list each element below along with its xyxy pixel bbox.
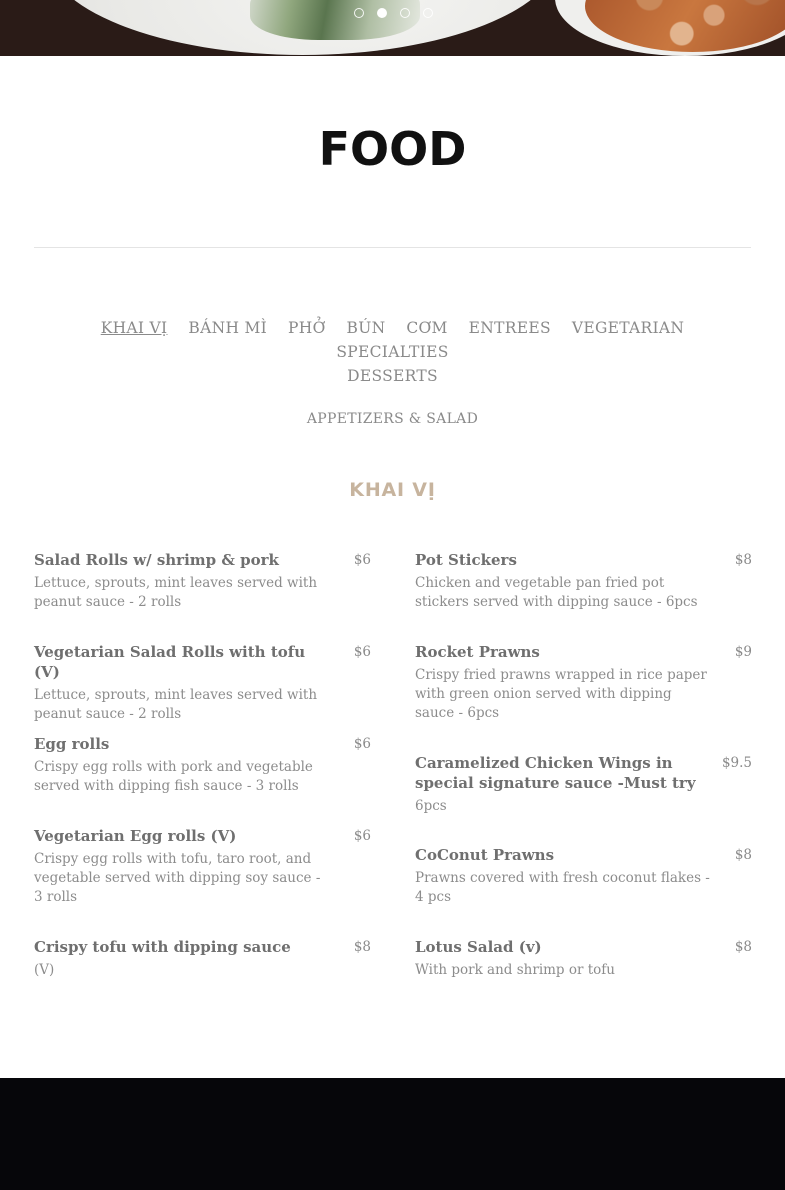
section-subtitle: APPETIZERS & SALAD bbox=[306, 411, 479, 427]
menu-item-price: $8 bbox=[734, 847, 752, 863]
slider-dot-2[interactable] bbox=[377, 8, 387, 18]
menu-item-description: Lettuce, sprouts, mint leaves served with peanut sauce - 2 rolls bbox=[34, 575, 318, 610]
slider-dot-1[interactable] bbox=[354, 8, 364, 18]
nav-item-specialties[interactable]: SPECIALTIES bbox=[336, 343, 449, 361]
slider-dot-4[interactable] bbox=[423, 8, 433, 18]
menu-item-name: Crispy tofu with dipping sauce bbox=[34, 938, 291, 956]
nav-item-entrees[interactable]: ENTREES bbox=[468, 319, 551, 337]
menu-item-description: (V) bbox=[34, 962, 55, 978]
menu-item-price: $8 bbox=[734, 939, 752, 955]
menu-item bbox=[34, 734, 371, 826]
menu-item-description: Crispy egg rolls with tofu, taro root, and vegetable served with dipping soy sauce - 3 rolls bbox=[34, 851, 321, 905]
menu-item-description: Crispy fried prawns wrapped in rice paper with green onion served with dipping sauce - 6pcs bbox=[415, 667, 707, 721]
divider bbox=[34, 247, 751, 248]
menu-item-name: Lotus Salad (v) bbox=[415, 938, 542, 956]
section-title: KHAI VỊ bbox=[349, 479, 436, 501]
menu-item-name: Rocket Prawns bbox=[415, 643, 540, 661]
menu-item bbox=[34, 826, 371, 937]
menu-item-name: Vegetarian Salad Rolls with tofu (V) bbox=[34, 643, 306, 681]
nav-item-com[interactable]: CƠM bbox=[406, 319, 448, 337]
menu-item-description: Prawns covered with fresh coconut flakes - 4 pcs bbox=[415, 870, 710, 905]
menu-item-description: Crispy egg rolls with pork and vegetable served with dipping fish sauce - 3 rolls bbox=[34, 759, 313, 794]
menu-item-name: Egg rolls bbox=[34, 735, 110, 753]
menu-item-price: $8 bbox=[353, 939, 371, 955]
menu-item bbox=[34, 642, 371, 734]
menu-item-price: $6 bbox=[353, 736, 371, 752]
hero-salad-roll bbox=[250, 0, 420, 40]
menu-item-price: $6 bbox=[353, 552, 371, 568]
nav-item-pho[interactable]: PHỞ bbox=[288, 319, 326, 337]
menu-item-name: Salad Rolls w/ shrimp & pork bbox=[34, 551, 279, 569]
menu-item-price: $8 bbox=[734, 552, 752, 568]
menu-item-description: Chicken and vegetable pan fried pot stickers served with dipping sauce - 6pcs bbox=[415, 575, 698, 610]
menu-item bbox=[34, 550, 371, 642]
menu-item bbox=[415, 550, 752, 642]
menu-item-name: Caramelized Chicken Wings in special signature sauce -Must try bbox=[415, 754, 696, 792]
nav-item-bun[interactable]: BÚN bbox=[346, 319, 386, 337]
slider-dots bbox=[354, 8, 433, 18]
menu-item-name: Vegetarian Egg rolls (V) bbox=[34, 827, 237, 845]
menu-item bbox=[415, 753, 752, 845]
menu-item-price: $6 bbox=[353, 644, 371, 660]
hero-image bbox=[0, 0, 785, 56]
menu-item-description: With pork and shrimp or tofu bbox=[415, 962, 615, 978]
menu-item-name: CoConut Prawns bbox=[415, 846, 555, 864]
menu-item bbox=[34, 937, 371, 987]
menu-category-nav bbox=[34, 316, 751, 388]
nav-item-desserts[interactable]: DESSERTS bbox=[347, 367, 438, 385]
nav-item-vegetarian[interactable]: VEGETARIAN bbox=[571, 319, 685, 337]
menu-item-name: Pot Stickers bbox=[415, 551, 517, 569]
menu-item-description: 6pcs bbox=[415, 798, 447, 814]
slider-dot-3[interactable] bbox=[400, 8, 410, 18]
menu-column-left bbox=[34, 550, 371, 987]
menu-item-price: $9.5 bbox=[721, 755, 752, 771]
page-title: FOOD bbox=[318, 122, 467, 176]
nav-item-khai-vi[interactable]: KHAI VỊ bbox=[100, 319, 168, 337]
menu-item bbox=[415, 845, 752, 937]
menu-column-right bbox=[415, 550, 752, 987]
menu-item bbox=[415, 642, 752, 753]
footer-image bbox=[0, 1078, 785, 1190]
menu-item-description: Lettuce, sprouts, mint leaves served with peanut sauce - 2 rolls bbox=[34, 687, 318, 722]
nav-item-banh-mi[interactable]: BÁNH MÌ bbox=[188, 319, 268, 337]
menu-item bbox=[415, 937, 752, 987]
menu-item-price: $6 bbox=[353, 828, 371, 844]
menu-item-price: $9 bbox=[734, 644, 752, 660]
